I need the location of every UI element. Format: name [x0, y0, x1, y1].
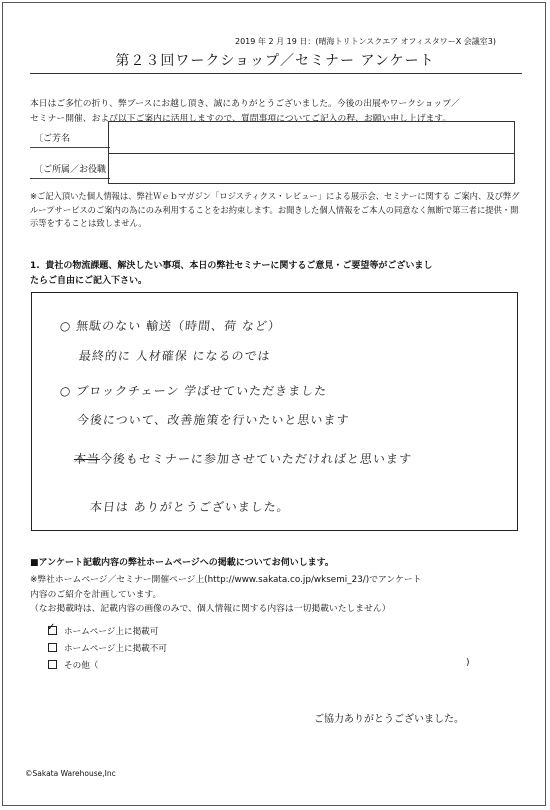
option-publish-ok[interactable]: [47, 622, 159, 637]
publish-line-2: 内容のご紹介を計画しています。: [30, 589, 162, 600]
copyright: ©Sakata Warehouse,Inc: [25, 769, 116, 778]
checkbox-publish-ng[interactable]: [48, 643, 57, 652]
publish-text: [30, 573, 421, 617]
handwritten-line-3: ○ ブロックチェーン 学ばせていただきました: [59, 384, 328, 398]
option-other[interactable]: [48, 659, 98, 671]
checkbox-other[interactable]: [48, 660, 57, 669]
option-other-close: ): [466, 658, 470, 668]
question-1: [30, 259, 432, 289]
name-label-underline: [30, 147, 110, 148]
answer-box[interactable]: [31, 292, 518, 531]
checkbox-publish-ok[interactable]: [47, 622, 57, 635]
page-title: 第２３回ワークショップ／セミナー アンケート: [115, 53, 435, 69]
check-mark-icon: ✓: [47, 622, 56, 633]
intro-line-1: 本日はご多忙の折り、弊ブースにお越し頂き、誠にありがとうございました。今後の出展やワークショップ／: [30, 99, 460, 109]
handwritten-line-2: 最終的に 人材確保 になるのでは: [78, 349, 272, 363]
thanks-text: ご協力ありがとうございました。: [314, 714, 464, 725]
question-1-number: 1.: [30, 261, 40, 271]
name-box-divider: [109, 153, 514, 154]
handwritten-strike: 本当: [73, 452, 101, 466]
name-label: 〔ご芳名: [34, 134, 71, 144]
name-affiliation-box[interactable]: [108, 121, 515, 184]
option-publish-ok-label: ホームページ上に掲載可: [64, 627, 159, 637]
question-1-line-2: たらご自由にご記入下さい。: [30, 276, 148, 286]
intro-line-2: セミナー開催、および以下ご案内に活用しますので、質問事項についてご記入の程、お願い申し上げます。: [30, 114, 452, 124]
handwritten-line-6: 本日は ありがとうございました。: [89, 500, 291, 514]
affiliation-label: 〔ご所属／お役職: [34, 165, 107, 175]
handwritten-line-4: 今後について、改善施策を行いたいと思います: [76, 413, 351, 427]
title-underline: [30, 73, 522, 74]
handwritten-line-1: ○ 無駄のない 輸送（時間、荷 など）: [59, 319, 282, 333]
affiliation-label-underline: [30, 178, 110, 179]
publish-title: ■アンケート記載内容の弊社ホームページへの掲載についてお伺いします。: [30, 558, 334, 568]
publish-line-3: （なお掲載時は、記載内容の画像のみで、個人情報に関する内容は一切掲載いたしません）: [30, 604, 391, 614]
option-publish-ng[interactable]: [48, 642, 167, 654]
date-venue: 2019 年 2 月 19 日：(晴海トリトンスクエア オフィスタワーX 会議室3): [235, 37, 496, 46]
option-publish-ng-label: ホームページ上に掲載不可: [64, 644, 167, 654]
privacy-notice: ※ご記入頂いた個人情報は、弊社Ｗｅｂマガジン「ロジスティクス・レビュー」による展示会、セミナーに関する ご案内、及び弊グループサービスのご案内の為にのみ利用することをお約束します。お聞きした個人情報をご本人の同意なく無断で第三者に提供・開示等をすることは致しません。: [30, 191, 520, 228]
publish-line-1: ※弊社ホームページ／セミナー開催ページ上(http://www.sakata.co.jp/wksemi_23/)でアンケート: [30, 575, 422, 585]
handwritten-line-5: [73, 450, 413, 467]
option-other-label: その他（: [64, 661, 99, 671]
handwritten-line-5-text: 今後もセミナーに参加させていただければと思います: [99, 452, 413, 466]
question-1-line-1: 貴社の物流課題、解決したい事項、本日の弊社セミナーに関するご意見・ご要望等がございまし: [45, 261, 433, 271]
